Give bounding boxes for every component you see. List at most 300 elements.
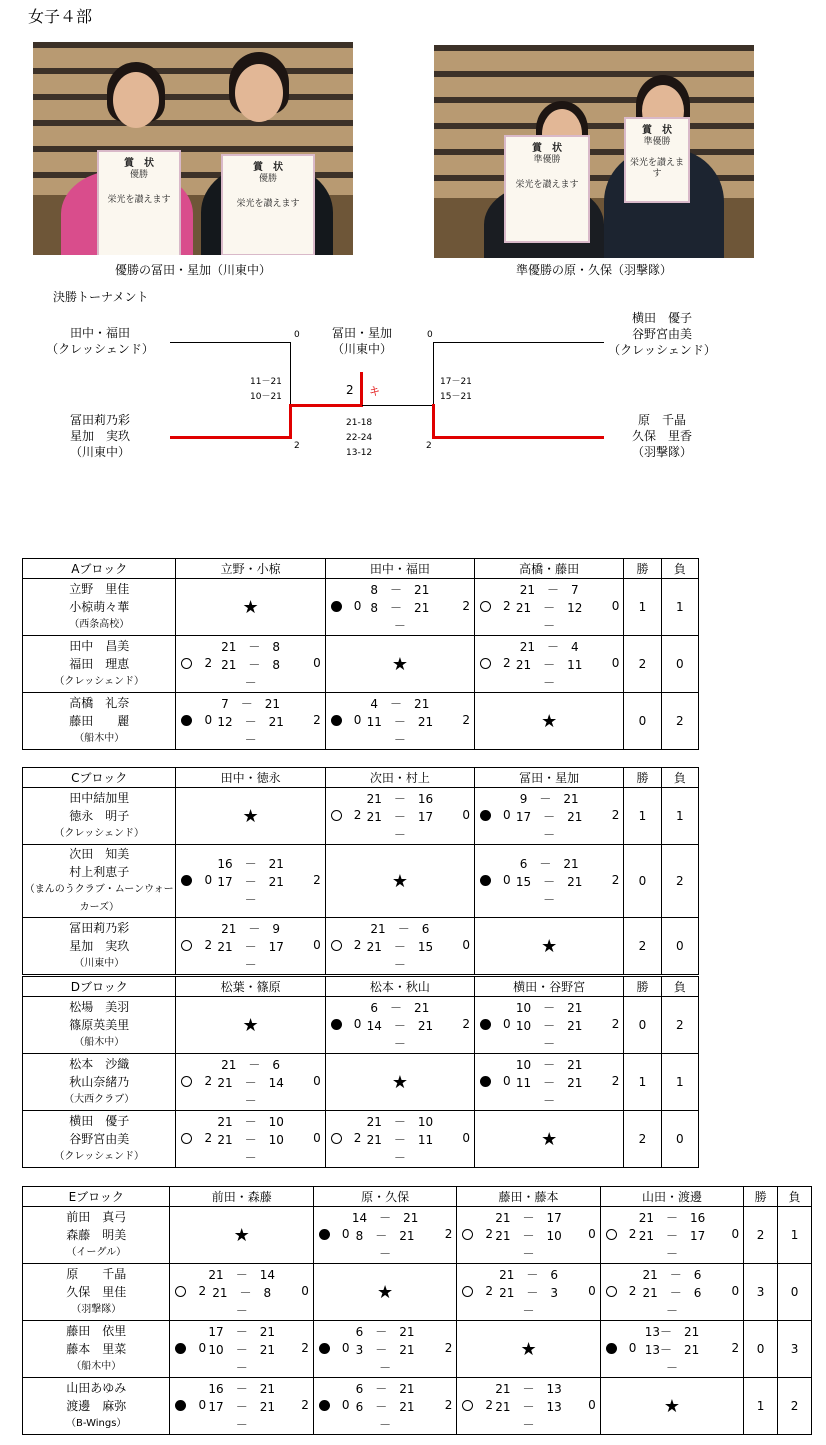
second-game-score: 15 － 21 <box>515 875 583 889</box>
self-match-cell <box>325 845 474 918</box>
third-game-dash: － <box>665 1247 678 1261</box>
games-won: 0 <box>503 873 511 887</box>
games-lost: 2 <box>462 1017 471 1031</box>
loss-circle-icon <box>319 1400 330 1411</box>
self-match-cell <box>176 579 325 636</box>
match-score-cell <box>325 997 474 1054</box>
first-game-score: 10 － 21 <box>515 1001 583 1015</box>
self-match-cell <box>457 1321 600 1378</box>
player-pair <box>23 579 176 636</box>
second-game-score: 10 － 21 <box>208 1343 275 1357</box>
third-game-dash: － <box>244 676 257 690</box>
bracket-win-line <box>432 404 435 439</box>
player-pair <box>23 788 176 845</box>
bracket-right-top-result: 0 <box>427 330 433 340</box>
losses-count: 1 <box>661 788 698 845</box>
games-lost: 2 <box>444 1398 453 1412</box>
bracket-line <box>362 405 434 406</box>
page-title: 女子４部 <box>28 7 93 26</box>
star-icon: ★ <box>541 935 558 957</box>
player-name: 田中 昌美 <box>69 639 130 653</box>
player-name: 藤田 麗 <box>69 714 130 728</box>
winner-certificate-right: 賞 状 優勝 栄光を讃えます <box>221 154 315 255</box>
games-won: 2 <box>485 1284 493 1298</box>
block-name: Cブロック <box>23 768 176 788</box>
games-won: 2 <box>628 1284 637 1298</box>
player-name: 冨田莉乃彩 <box>69 921 130 935</box>
games-won: 2 <box>198 1284 207 1298</box>
second-game-score: 13－ 21 <box>644 1343 700 1357</box>
second-game-score: 6 － 21 <box>355 1400 415 1414</box>
block-name: Aブロック <box>23 559 176 579</box>
games-won: 2 <box>503 599 511 613</box>
games-won: 0 <box>353 599 362 613</box>
player-affiliation: （船木中） <box>71 1361 122 1372</box>
loss-circle-icon <box>181 875 192 886</box>
bracket-win-line <box>432 436 604 439</box>
bracket-win-line <box>170 436 292 439</box>
block-header-row <box>23 768 699 788</box>
player-pair <box>23 1054 176 1111</box>
bracket-right-top-pair: 横田 優子 谷野宮由美 （クレッシェンド） <box>608 311 716 357</box>
win-circle-icon <box>181 1133 192 1144</box>
table-row <box>23 788 699 845</box>
player-affiliation: （クレッシェンド） <box>54 828 145 839</box>
second-game-score: 21 － 11 <box>366 1133 434 1147</box>
games-won: 2 <box>204 1074 213 1088</box>
win-circle-icon <box>181 658 192 669</box>
games-won: 0 <box>503 1074 511 1088</box>
games-lost: 0 <box>588 1227 596 1241</box>
player-name: 山田あゆみ <box>66 1381 127 1395</box>
player-pair <box>23 1264 170 1321</box>
bracket-left-top-result: 0 <box>294 330 300 340</box>
games-lost: 0 <box>731 1284 740 1298</box>
losses-count: 0 <box>661 918 698 975</box>
loss-circle-icon <box>480 810 491 821</box>
second-game-score: 8 － 21 <box>355 1229 415 1243</box>
bracket-left-bottom-pair: 冨田莉乃彩 星加 実玖 （川東中） <box>69 413 130 459</box>
games-lost: 0 <box>462 808 471 822</box>
player-name: 福田 理恵 <box>69 657 130 671</box>
first-game-score: 21 － 9 <box>221 922 281 936</box>
block-column-header: 藤田・藤本 <box>457 1187 600 1207</box>
losses-count: 0 <box>778 1264 812 1321</box>
match-score-cell <box>170 1321 313 1378</box>
table-row <box>23 1264 812 1321</box>
games-won: 0 <box>204 873 213 887</box>
losses-count: 2 <box>661 997 698 1054</box>
win-circle-icon <box>331 1133 342 1144</box>
first-game-score: 21 － 14 <box>208 1268 275 1282</box>
player-pair <box>23 1207 170 1264</box>
player-affiliation: （まんのうクラブ・ムーンウォーカーズ） <box>24 884 174 913</box>
match-score-cell <box>475 788 624 845</box>
player-name: 渡邊 麻弥 <box>66 1399 127 1413</box>
games-won: 0 <box>341 1398 350 1412</box>
first-game-score: 9 － 21 <box>519 792 579 806</box>
match-score-cell <box>176 845 325 918</box>
second-game-score: 21 － 10 <box>217 1133 284 1147</box>
player-affiliation: （クレッシェンド） <box>54 1151 145 1162</box>
second-game-score: 21 － 8 <box>221 658 281 672</box>
win-circle-icon <box>331 810 342 821</box>
second-game-score: 21 － 12 <box>515 601 583 615</box>
games-lost: 0 <box>462 1131 471 1145</box>
first-game-score: 16 － 21 <box>208 1382 275 1396</box>
second-game-score: 3 － 21 <box>355 1343 415 1357</box>
losses-count: 2 <box>661 693 698 750</box>
first-game-score: 6 － 21 <box>355 1325 415 1339</box>
player-name: 前田 真弓 <box>66 1210 127 1224</box>
self-match-cell <box>170 1207 313 1264</box>
games-lost: 2 <box>301 1341 309 1355</box>
star-icon: ★ <box>242 1014 259 1036</box>
match-score-cell <box>325 579 474 636</box>
games-won: 2 <box>353 808 362 822</box>
loss-circle-icon <box>606 1343 617 1354</box>
games-lost: 0 <box>588 1284 596 1298</box>
games-won: 2 <box>628 1227 637 1241</box>
win-circle-icon <box>480 658 491 669</box>
block-column-header: 立野・小椋 <box>176 559 325 579</box>
third-game-dash: － <box>235 1304 248 1318</box>
bracket-win-line <box>289 404 363 407</box>
games-lost: 0 <box>313 938 321 952</box>
table-row <box>23 579 699 636</box>
games-won: 2 <box>485 1227 493 1241</box>
wins-header: 勝 <box>624 768 661 788</box>
first-game-score: 21 － 4 <box>519 640 579 654</box>
third-game-dash: － <box>393 828 406 842</box>
games-won: 2 <box>503 656 511 670</box>
games-lost: 0 <box>611 599 620 613</box>
loss-circle-icon <box>480 875 491 886</box>
loss-circle-icon <box>331 715 342 726</box>
table-row <box>23 1111 699 1168</box>
runnerup-photo <box>434 45 754 258</box>
block-name: Dブロック <box>23 977 176 997</box>
third-game-dash: － <box>379 1247 392 1261</box>
third-game-dash: － <box>522 1418 535 1432</box>
second-game-score: 21 － 15 <box>366 940 434 954</box>
games-lost: 2 <box>313 873 321 887</box>
match-score-cell <box>176 1054 325 1111</box>
first-game-score: 21 － 17 <box>495 1211 562 1225</box>
player-name: 徳永 明子 <box>69 809 130 823</box>
third-game-dash: － <box>379 1418 392 1432</box>
third-game-dash: － <box>379 1361 392 1375</box>
third-game-dash: － <box>393 619 406 633</box>
player-name: 次田 知美 <box>69 847 130 861</box>
match-score-cell <box>600 1321 743 1378</box>
player-affiliation: （船木中） <box>74 733 125 744</box>
games-won: 0 <box>503 808 511 822</box>
wins-count: 3 <box>744 1264 778 1321</box>
block-header-row <box>23 977 699 997</box>
second-game-score: 21 － 14 <box>217 1076 284 1090</box>
wins-count: 2 <box>744 1207 778 1264</box>
self-match-cell <box>313 1264 456 1321</box>
first-game-score: 6 － 21 <box>519 857 579 871</box>
match-score-cell <box>457 1207 600 1264</box>
winner-photo <box>33 42 353 255</box>
self-match-cell <box>475 918 624 975</box>
table-row <box>23 1054 699 1111</box>
first-game-score: 21 － 6 <box>221 1058 281 1072</box>
first-game-score: 14 － 21 <box>351 1211 419 1225</box>
match-score-cell <box>475 579 624 636</box>
tournament-heading: 決勝トーナメント <box>53 290 149 304</box>
match-score-cell <box>313 1378 456 1435</box>
block-column-header: 横田・谷野宮 <box>475 977 624 997</box>
table-row <box>23 1207 812 1264</box>
games-lost: 0 <box>462 938 471 952</box>
block-column-header: 前田・森藤 <box>170 1187 313 1207</box>
wins-count: 1 <box>624 579 661 636</box>
match-score-cell <box>176 918 325 975</box>
third-game-dash: － <box>665 1304 678 1318</box>
match-score-cell <box>176 636 325 693</box>
first-game-score: 21 － 6 <box>642 1268 702 1282</box>
match-score-cell <box>600 1264 743 1321</box>
self-match-cell <box>325 636 474 693</box>
block-column-header: 松葉・篠原 <box>176 977 325 997</box>
self-match-cell <box>176 788 325 845</box>
match-score-cell <box>325 788 474 845</box>
win-circle-icon <box>462 1400 473 1411</box>
player-name: 森藤 明美 <box>66 1228 127 1242</box>
match-score-cell <box>475 997 624 1054</box>
bracket-right-semi-scores: 17－21 15－21 <box>440 377 472 402</box>
runnerup-caption: 準優勝の原・久保（羽撃隊） <box>515 263 672 277</box>
player-name: 横田 優子 <box>69 1114 130 1128</box>
losses-count: 0 <box>661 1111 698 1168</box>
match-score-cell <box>475 1054 624 1111</box>
loss-circle-icon <box>480 1019 491 1030</box>
loss-circle-icon <box>181 715 192 726</box>
bracket-line <box>290 342 291 405</box>
player-affiliation: （羽撃隊） <box>71 1304 122 1315</box>
player-affiliation: （イーグル） <box>66 1247 127 1258</box>
games-lost: 0 <box>588 1398 596 1412</box>
first-game-score: 21 － 10 <box>366 1115 434 1129</box>
bracket-win-line <box>289 404 292 439</box>
second-game-score: 12 － 21 <box>217 715 284 729</box>
games-won: 2 <box>353 1131 362 1145</box>
bracket-line <box>433 342 434 405</box>
player-name: 村上利恵子 <box>69 865 130 879</box>
third-game-dash: － <box>543 676 556 690</box>
games-lost: 0 <box>313 1074 321 1088</box>
wins-header: 勝 <box>744 1187 778 1207</box>
games-lost: 2 <box>313 713 321 727</box>
first-game-score: 21 － 16 <box>638 1211 706 1225</box>
self-match-cell <box>600 1378 743 1435</box>
games-lost: 0 <box>731 1227 740 1241</box>
games-lost: 2 <box>444 1341 453 1355</box>
bracket-left-bottom-result: 2 <box>294 441 300 451</box>
second-game-score: 21 － 11 <box>515 658 583 672</box>
wins-count: 1 <box>744 1378 778 1435</box>
second-game-score: 17 － 21 <box>208 1400 275 1414</box>
loss-circle-icon <box>331 1019 342 1030</box>
wins-header: 勝 <box>624 977 661 997</box>
games-lost: 2 <box>301 1398 309 1412</box>
games-won: 0 <box>204 713 213 727</box>
table-row <box>23 693 699 750</box>
first-game-score: 21 － 13 <box>495 1382 562 1396</box>
player-name: 松本 沙織 <box>69 1057 130 1071</box>
first-game-score: 4 － 21 <box>370 697 430 711</box>
match-score-cell <box>170 1378 313 1435</box>
first-game-score: 13－ 21 <box>644 1325 700 1339</box>
star-icon: ★ <box>391 653 408 675</box>
player-name: 藤田 依里 <box>66 1324 127 1338</box>
games-won: 2 <box>485 1398 493 1412</box>
losses-header: 負 <box>661 559 698 579</box>
first-game-score: 21 － 6 <box>499 1268 558 1282</box>
third-game-dash: － <box>543 1037 556 1051</box>
games-won: 2 <box>353 938 362 952</box>
bracket-left-semi-scores: 11－21 10－21 <box>250 377 282 402</box>
player-name: 松場 美羽 <box>69 1000 130 1014</box>
bracket-line <box>170 342 291 343</box>
star-icon: ★ <box>541 710 558 732</box>
player-name: 田中結加里 <box>69 791 130 805</box>
winner-certificate-left: 賞 状 優勝 栄光を讃えます <box>97 150 181 255</box>
third-game-dash: － <box>244 1094 257 1108</box>
match-score-cell <box>313 1321 456 1378</box>
block-header-row <box>23 559 699 579</box>
games-won: 0 <box>198 1398 207 1412</box>
table-row <box>23 845 699 918</box>
bracket-right-bottom-result: 2 <box>426 441 432 451</box>
first-game-score: 21 － 6 <box>370 922 430 936</box>
block-column-header: 次田・村上 <box>325 768 474 788</box>
match-score-cell <box>313 1207 456 1264</box>
star-icon: ★ <box>391 1071 408 1093</box>
games-lost: 2 <box>611 873 620 887</box>
match-score-cell <box>176 1111 325 1168</box>
player-affiliation: （船木中） <box>74 1037 125 1048</box>
second-game-score: 21 － 3 <box>499 1286 558 1300</box>
first-game-score: 17 － 21 <box>208 1325 275 1339</box>
third-game-dash: － <box>235 1361 248 1375</box>
games-lost: 0 <box>301 1284 309 1298</box>
loss-circle-icon <box>331 601 342 612</box>
block-column-header: 山田・渡邊 <box>600 1187 743 1207</box>
star-icon: ★ <box>233 1224 250 1246</box>
games-won: 2 <box>204 656 213 670</box>
games-lost: 2 <box>462 713 471 727</box>
player-pair <box>23 918 176 975</box>
second-game-score: 10 － 21 <box>515 1019 583 1033</box>
player-pair <box>23 693 176 750</box>
star-icon: ★ <box>391 870 408 892</box>
games-won: 0 <box>341 1341 350 1355</box>
match-score-cell <box>325 918 474 975</box>
first-game-score: 21 － 8 <box>221 640 281 654</box>
games-lost: 2 <box>611 1017 620 1031</box>
runnerup-certificate-right: 賞 状 準優勝 栄光を讃えます <box>624 117 690 203</box>
block-column-header: 田中・徳永 <box>176 768 325 788</box>
block-table-d <box>22 976 699 1168</box>
third-game-dash: － <box>393 958 406 972</box>
table-row <box>23 997 699 1054</box>
third-game-dash: － <box>235 1418 248 1432</box>
second-game-score: 11 － 21 <box>515 1076 583 1090</box>
wins-count: 2 <box>624 918 661 975</box>
third-game-dash: － <box>393 1151 406 1165</box>
loss-circle-icon <box>480 1076 491 1087</box>
second-game-score: 21 － 13 <box>495 1400 562 1414</box>
third-game-dash: － <box>393 1037 406 1051</box>
third-game-dash: － <box>244 958 257 972</box>
player-pair <box>23 1321 170 1378</box>
player-name: 立野 里佳 <box>69 582 130 596</box>
match-score-cell <box>170 1264 313 1321</box>
block-column-header: 松本・秋山 <box>325 977 474 997</box>
losses-count: 1 <box>661 579 698 636</box>
player-pair <box>23 997 176 1054</box>
player-affiliation: （B-Wings） <box>66 1418 127 1429</box>
games-lost: 2 <box>611 808 620 822</box>
player-pair <box>23 845 176 918</box>
match-score-cell <box>457 1264 600 1321</box>
second-game-score: 21 － 10 <box>495 1229 562 1243</box>
table-row <box>23 636 699 693</box>
block-name: Eブロック <box>23 1187 170 1207</box>
third-game-dash: － <box>244 1151 257 1165</box>
match-score-cell <box>457 1378 600 1435</box>
third-game-dash: － <box>543 828 556 842</box>
player-pair <box>23 1378 170 1435</box>
loss-circle-icon <box>319 1229 330 1240</box>
block-column-header: 冨田・星加 <box>475 768 624 788</box>
self-match-cell <box>475 1111 624 1168</box>
first-game-score: 16 － 21 <box>217 857 284 871</box>
games-lost: 0 <box>313 656 321 670</box>
match-score-cell <box>475 845 624 918</box>
second-game-score: 21 － 17 <box>217 940 284 954</box>
third-game-dash: － <box>665 1361 678 1375</box>
first-game-score: 6 － 21 <box>370 1001 430 1015</box>
star-icon: ★ <box>377 1281 394 1303</box>
wins-header: 勝 <box>624 559 661 579</box>
loss-circle-icon <box>175 1400 186 1411</box>
win-circle-icon <box>175 1286 186 1297</box>
bracket-champion: 冨田・星加 （川東中） <box>331 326 392 356</box>
wins-count: 0 <box>624 997 661 1054</box>
player-name: 小椋萌々華 <box>69 600 130 614</box>
third-game-dash: － <box>244 733 257 747</box>
player-affiliation: （西条高校） <box>69 619 130 630</box>
block-column-header: 高橋・藤田 <box>475 559 624 579</box>
games-lost: 0 <box>611 656 620 670</box>
second-game-score: 21 － 17 <box>638 1229 706 1243</box>
table-row <box>23 1378 812 1435</box>
third-game-dash: － <box>543 1094 556 1108</box>
star-icon: ★ <box>541 1128 558 1150</box>
bracket-final-scores: 21-18 22-24 13-12 <box>346 418 373 458</box>
player-name: 藤本 里菜 <box>66 1342 127 1356</box>
third-game-dash: － <box>543 893 556 907</box>
player-name: 谷野宮由美 <box>69 1132 130 1146</box>
losses-header: 負 <box>661 977 698 997</box>
wins-count: 1 <box>624 1054 661 1111</box>
second-game-score: 14 － 21 <box>366 1019 434 1033</box>
